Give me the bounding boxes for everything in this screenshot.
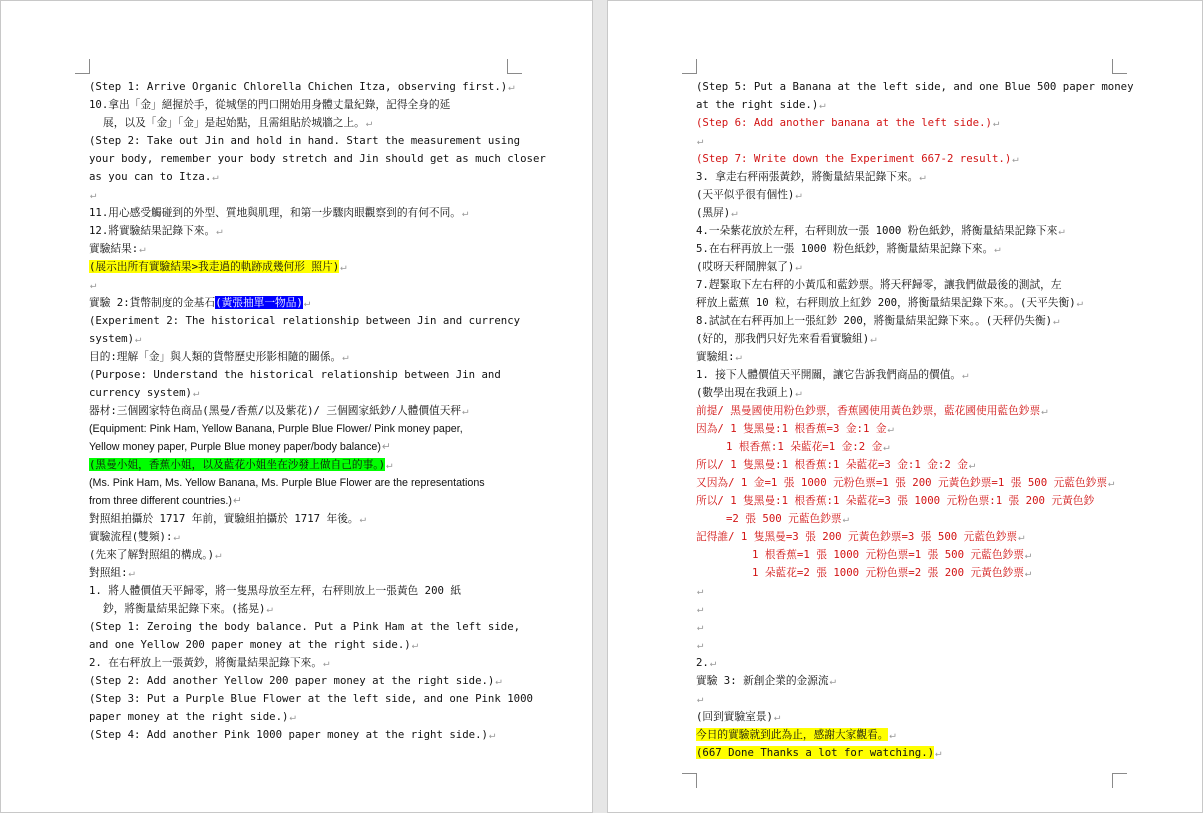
document-line[interactable] <box>89 672 507 690</box>
document-line[interactable] <box>696 312 1116 330</box>
document-line[interactable] <box>89 564 507 582</box>
line-text: (天平似乎很有個性) <box>696 188 795 201</box>
paragraph-mark-icon: ↵ <box>495 674 502 687</box>
document-line[interactable] <box>89 492 507 510</box>
line-text: 7.趕緊取下左右秤的小黃瓜和藍鈔票。將天秤歸零，讓我們做最後的測試，左 <box>696 278 1062 291</box>
paragraph-mark-icon: ↵ <box>303 296 311 309</box>
line-text: (黑屏) <box>696 206 731 219</box>
paragraph-mark-icon: ↵ <box>883 440 890 453</box>
document-line[interactable] <box>696 672 1116 690</box>
line-text: (Step 3: Put a Purple Blue Flower at the left side, and one Pink 1000 <box>89 692 533 705</box>
document-line[interactable] <box>696 492 1116 510</box>
document-line[interactable] <box>696 114 1116 132</box>
line-text: (好的，那我們只好先來看看實驗組) <box>696 332 870 345</box>
paragraph-mark-icon: ↵ <box>992 116 1000 129</box>
paragraph-mark-icon: ↵ <box>386 458 393 471</box>
document-line[interactable] <box>696 150 1116 168</box>
paragraph-mark-icon: ↵ <box>289 710 296 723</box>
document-line[interactable] <box>696 438 1116 456</box>
document-line[interactable] <box>696 330 1116 348</box>
document-line[interactable] <box>89 456 507 474</box>
line-text: 鈔，將衡量結果記錄下來。(搖晃) <box>103 602 266 615</box>
line-text: (Step 2: Add another Yellow 200 paper money at the right side.) <box>89 674 495 687</box>
line-text: 10.拿出「金」絕握於手，從城堡的門口開始用身體丈量紀錄，記得全身的延 <box>89 98 451 111</box>
line-text: (Step 6: Add another banana at the left side.) <box>696 116 992 129</box>
document-line[interactable] <box>696 384 1116 402</box>
document-line[interactable] <box>696 366 1116 384</box>
paragraph-mark-icon: ↵ <box>774 710 781 723</box>
document-line[interactable] <box>89 348 507 366</box>
line-text: 對照組: <box>89 566 128 579</box>
crop-mark-bottom-left <box>682 773 697 788</box>
paragraph-mark-icon: ↵ <box>962 368 969 381</box>
paragraph-mark-icon: ↵ <box>462 404 469 417</box>
line-text: 因為/ 1 隻黑曼:1 根香蕉=3 金:1 金 <box>696 422 887 435</box>
line-text: 11.用心感受觸碰到的外型、質地與肌理，和第一步驟肉眼觀察到的有何不同。 <box>89 206 461 219</box>
document-line[interactable] <box>696 708 1116 726</box>
paragraph-mark-icon: ↵ <box>90 278 97 291</box>
paragraph-mark-icon: ↵ <box>697 584 704 597</box>
document-line[interactable] <box>89 528 507 546</box>
line-text: (Step 7: Write down the Experiment 667-2 result.) <box>696 152 1012 165</box>
document-line[interactable] <box>696 456 1116 474</box>
paragraph-mark-icon: ↵ <box>1108 476 1115 489</box>
document-line[interactable] <box>89 366 507 384</box>
document-line[interactable] <box>89 690 533 708</box>
document-line[interactable] <box>696 600 1116 618</box>
paragraph-mark-icon: ↵ <box>697 602 704 615</box>
line-text: 1. 將人體價值天平歸零，將一隻黑母放至左秤，右秤則放上一張黃色 200 紙 <box>89 584 462 597</box>
document-line[interactable] <box>89 510 507 528</box>
paragraph-mark-icon: ↵ <box>216 224 223 237</box>
line-text: currency system) <box>89 386 192 399</box>
paragraph-mark-icon: ↵ <box>215 548 222 561</box>
document-line[interactable] <box>696 744 1116 762</box>
line-text: (回到實驗室景) <box>696 710 773 723</box>
line-text: paper money at the right side.) <box>89 710 289 723</box>
line-text: 又因為/ 1 金=1 張 1000 元粉色票=1 張 200 元黃色鈔票=1 張 500 元藍色鈔票 <box>696 476 1108 489</box>
document-line[interactable] <box>696 582 1116 600</box>
line-text: 展，以及「金」「金」是起始點，且需組貼於城牆之上。 <box>103 116 365 129</box>
line-text: (667 Done Thanks a lot for watching.) <box>696 746 935 759</box>
crop-mark-top-left <box>75 59 90 74</box>
paragraph-mark-icon: ↵ <box>795 188 802 201</box>
paragraph-mark-icon: ↵ <box>342 350 349 363</box>
left-page-text[interactable] <box>89 78 546 744</box>
crop-mark-top-right <box>507 59 522 74</box>
line-text: (Step 1: Arrive Organic Chlorella Chichen Itza, observing first.) <box>89 80 508 93</box>
line-text: 秤放上藍蕉 10 粒，右秤則放上紅鈔 200，將衡量結果記錄下來。。(天平失衡) <box>696 296 1076 309</box>
line-text: system) <box>89 332 135 345</box>
line-text: =2 張 500 元藍色鈔票 <box>726 512 842 525</box>
paragraph-mark-icon: ↵ <box>1041 404 1048 417</box>
paragraph-mark-icon: ↵ <box>889 728 896 741</box>
paragraph-mark-icon: ↵ <box>735 350 742 363</box>
document-line[interactable] <box>89 258 507 276</box>
paragraph-mark-icon: ↵ <box>1012 152 1019 165</box>
line-text: 3. 拿走右秤兩張黃鈔，將衡量結果記錄下來。 <box>696 170 919 183</box>
document-line[interactable] <box>696 186 1116 204</box>
document-line[interactable] <box>89 384 507 402</box>
document-line[interactable] <box>89 726 507 744</box>
document-line[interactable] <box>696 258 1116 276</box>
document-line[interactable] <box>696 78 1134 96</box>
paragraph-mark-icon: ↵ <box>212 170 219 183</box>
line-text: 實驗組: <box>696 350 735 363</box>
document-line[interactable] <box>89 312 521 330</box>
paragraph-mark-icon: ↵ <box>381 441 391 453</box>
paragraph-mark-icon: ↵ <box>829 674 837 687</box>
line-text: 對照組拍攝於 1717 年前，實驗組拍攝於 1717 年後。 <box>89 512 359 525</box>
document-line[interactable] <box>696 204 1116 222</box>
paragraph-mark-icon: ↵ <box>462 206 469 219</box>
document-line[interactable] <box>89 654 507 672</box>
document-line[interactable] <box>89 294 507 312</box>
document-line[interactable] <box>696 618 1116 636</box>
line-text: 1 根香蕉=1 張 1000 元粉色票=1 張 500 元藍色鈔票 <box>752 548 1024 561</box>
paragraph-mark-icon: ↵ <box>411 638 419 651</box>
line-text: 實驗結果: <box>89 242 139 255</box>
line-text: (先來了解對照組的構成。) <box>89 548 215 561</box>
document-line[interactable] <box>89 546 507 564</box>
line-text: as you can to Itza. <box>89 170 212 183</box>
paragraph-mark-icon: ↵ <box>1076 296 1084 309</box>
document-line[interactable] <box>696 276 1116 294</box>
paragraph-mark-icon: ↵ <box>1024 566 1032 579</box>
document-line[interactable] <box>89 78 515 96</box>
line-text: 5.在右秤再放上一張 1000 粉色紙鈔，將衡量結果記錄下來。 <box>696 242 994 255</box>
line-text: (Step 2: Take out Jin and hold in hand. Start the measurement using <box>89 134 521 147</box>
document-line[interactable] <box>89 168 507 186</box>
document-line[interactable] <box>696 726 1116 744</box>
line-text: 1. 接下人體價值天平開關，讓它告訴我們商品的價值。 <box>696 368 962 381</box>
document-line[interactable] <box>89 708 507 726</box>
document-line[interactable] <box>696 546 1116 564</box>
crop-mark-top-left <box>682 59 697 74</box>
paragraph-mark-icon: ↵ <box>365 116 373 129</box>
line-text: 前提/ 黑曼國使用粉色鈔票，香蕉國使用黃色鈔票，藍花國使用藍色鈔票 <box>696 404 1041 417</box>
paragraph-mark-icon: ↵ <box>135 332 142 345</box>
document-line[interactable] <box>89 96 507 114</box>
line-text: 目的:理解「金」與人類的貨幣歷史形影相隨的關係。 <box>89 350 342 363</box>
line-text: at the right side.) <box>696 98 819 111</box>
document-line[interactable] <box>89 402 507 420</box>
paragraph-mark-icon: ↵ <box>128 566 135 579</box>
paragraph-mark-icon: ↵ <box>697 638 704 651</box>
line-text: and one Yellow 200 paper money at the right side.) <box>89 638 411 651</box>
line-text: (Experiment 2: The historical relationship between Jin and currency <box>89 314 521 327</box>
line-text: (Ms. Pink Ham, Ms. Yellow Banana, Ms. Purple Blue Flower are the representations <box>89 477 485 489</box>
paragraph-mark-icon: ↵ <box>173 530 180 543</box>
line-text: (展示出所有實驗結果>我走過的軌跡成幾何形 照片) <box>89 260 340 273</box>
document-line[interactable] <box>696 168 1116 186</box>
line-text: 1 根香蕉:1 朵藍花=1 金:2 金 <box>726 440 883 453</box>
document-line[interactable] <box>89 276 507 294</box>
paragraph-mark-icon: ↵ <box>697 692 704 705</box>
paragraph-mark-icon: ↵ <box>1058 224 1065 237</box>
document-line[interactable] <box>89 636 507 654</box>
document-line[interactable] <box>89 474 507 492</box>
document-page-right[interactable] <box>607 0 1203 813</box>
document-line[interactable] <box>696 222 1116 240</box>
paragraph-mark-icon: ↵ <box>323 656 330 669</box>
paragraph-mark-icon: ↵ <box>919 170 926 183</box>
line-text: 今日的實驗就到此為止，感謝大家觀看。 <box>696 728 889 741</box>
line-text: 2. 在右秤放上一張黃鈔，將衡量結果記錄下來。 <box>89 656 323 669</box>
paragraph-mark-icon: ↵ <box>1024 548 1032 561</box>
paragraph-mark-icon: ↵ <box>90 188 97 201</box>
line-text: 所以/ 1 隻黑曼:1 根香蕉:1 朵藍花=3 張 1000 元粉色票:1 張 200 元黃色鈔 <box>696 494 1095 507</box>
line-text: (哎呀天秤鬧脾氣了) <box>696 260 795 273</box>
document-line[interactable] <box>696 690 1116 708</box>
paragraph-mark-icon: ↵ <box>709 656 717 669</box>
crop-mark-top-right <box>1112 59 1127 74</box>
line-text: 所以/ 1 隻黑曼:1 根香蕉:1 朵藍花=3 金:1 金:2 金 <box>696 458 968 471</box>
line-text: 12.將實驗結果記錄下來。 <box>89 224 216 237</box>
paragraph-mark-icon: ↵ <box>994 242 1001 255</box>
document-line[interactable] <box>696 132 1116 150</box>
document-line[interactable] <box>89 114 507 132</box>
paragraph-mark-icon: ↵ <box>795 386 802 399</box>
line-text: (Step 1: Zeroing the body balance. Put a Pink Ham at the left side, <box>89 620 521 633</box>
document-line[interactable] <box>89 330 507 348</box>
paragraph-mark-icon: ↵ <box>697 620 704 633</box>
document-line[interactable] <box>696 294 1116 312</box>
document-line[interactable] <box>696 528 1116 546</box>
line-text: 實驗 3: 新創企業的金源流 <box>696 674 829 687</box>
line-text: 實驗流程(雙頻): <box>89 530 173 543</box>
paragraph-mark-icon: ↵ <box>842 512 850 525</box>
paragraph-mark-icon: ↵ <box>1018 530 1025 543</box>
paragraph-mark-icon: ↵ <box>870 332 877 345</box>
line-text: (黑曼小姐，香蕉小姐，以及藍花小姐坐在沙發上做自己的事。) <box>89 458 386 471</box>
document-line[interactable] <box>89 438 507 456</box>
line-text: 2. <box>696 656 709 669</box>
line-text: (Purpose: Understand the historical relationship between Jin and <box>89 368 501 381</box>
paragraph-mark-icon: ↵ <box>340 260 347 273</box>
document-line[interactable] <box>696 564 1116 582</box>
document-line[interactable] <box>89 618 521 636</box>
document-page-left[interactable] <box>0 0 593 813</box>
document-line[interactable] <box>696 636 1116 654</box>
paragraph-mark-icon: ↵ <box>887 422 894 435</box>
document-line[interactable] <box>696 654 1116 672</box>
line-text: 記得誰/ 1 隻黑曼=3 張 200 元黃色鈔票=3 張 500 元藍色鈔票 <box>696 530 1018 543</box>
paragraph-mark-icon: ↵ <box>139 242 146 255</box>
paragraph-mark-icon: ↵ <box>232 495 242 507</box>
line-text: (Step 4: Add another Pink 1000 paper money at the right side.) <box>89 728 488 741</box>
paragraph-mark-icon: ↵ <box>795 260 802 273</box>
document-line[interactable] <box>696 348 1116 366</box>
document-line[interactable] <box>696 510 1116 528</box>
line-text: 器材:三個國家特色商品(黑曼/香蕉/以及紫花)/ 三個國家紙鈔/人體價值天秤 <box>89 404 462 417</box>
document-line[interactable] <box>696 474 1116 492</box>
document-line[interactable] <box>89 222 507 240</box>
paragraph-mark-icon: ↵ <box>508 80 515 93</box>
crop-mark-bottom-right <box>1112 773 1127 788</box>
paragraph-mark-icon: ↵ <box>935 746 942 759</box>
line-text: 1 朵藍花=2 張 1000 元粉色票=2 張 200 元黃色鈔票 <box>752 566 1024 579</box>
line-text: from three different countries.) <box>89 495 232 507</box>
line-text: (數學出現在我頭上) <box>696 386 795 399</box>
line-text: Yellow money paper, Purple Blue money paper/body balance) <box>89 441 381 453</box>
document-line[interactable] <box>696 420 1116 438</box>
paragraph-mark-icon: ↵ <box>266 602 273 615</box>
document-line[interactable] <box>89 240 507 258</box>
line-text: 8.試試在右秤再加上一張紅鈔 200，將衡量結果記錄下來。。(天秤仍失衡) <box>696 314 1053 327</box>
paragraph-mark-icon: ↵ <box>359 512 367 525</box>
document-line[interactable] <box>89 600 507 618</box>
line-text: (Step 5: Put a Banana at the left side, and one Blue 500 paper money <box>696 80 1134 93</box>
document-line[interactable] <box>89 420 507 438</box>
document-line[interactable] <box>89 186 507 204</box>
line-text: (Equipment: Pink Ham, Yellow Banana, Purple Blue Flower/ Pink money paper, <box>89 423 463 435</box>
document-line[interactable] <box>696 402 1116 420</box>
line-text: 4.一朵紫花放於左秤，右秤則放一張 1000 粉色紙鈔，將衡量結果記錄下來 <box>696 224 1058 237</box>
line-text: your body, remember your body stretch and Jin should get as much closer <box>89 152 546 165</box>
document-line[interactable] <box>89 582 507 600</box>
line-text: 實驗 2:貨幣制度的金基石 <box>89 296 216 309</box>
paragraph-mark-icon: ↵ <box>488 728 496 741</box>
paragraph-mark-icon: ↵ <box>697 134 704 147</box>
document-line[interactable] <box>89 150 546 168</box>
document-line[interactable] <box>89 132 521 150</box>
document-line[interactable] <box>89 204 507 222</box>
paragraph-mark-icon: ↵ <box>819 98 826 111</box>
paragraph-mark-icon: ↵ <box>731 206 738 219</box>
highlighted-annotation: (黃張抽單一物品) <box>215 296 303 309</box>
document-line[interactable] <box>696 240 1116 258</box>
right-page-text[interactable] <box>696 78 1134 762</box>
document-line[interactable] <box>696 96 1116 114</box>
paragraph-mark-icon: ↵ <box>192 386 200 399</box>
paragraph-mark-icon: ↵ <box>1053 314 1060 327</box>
paragraph-mark-icon: ↵ <box>968 458 976 471</box>
